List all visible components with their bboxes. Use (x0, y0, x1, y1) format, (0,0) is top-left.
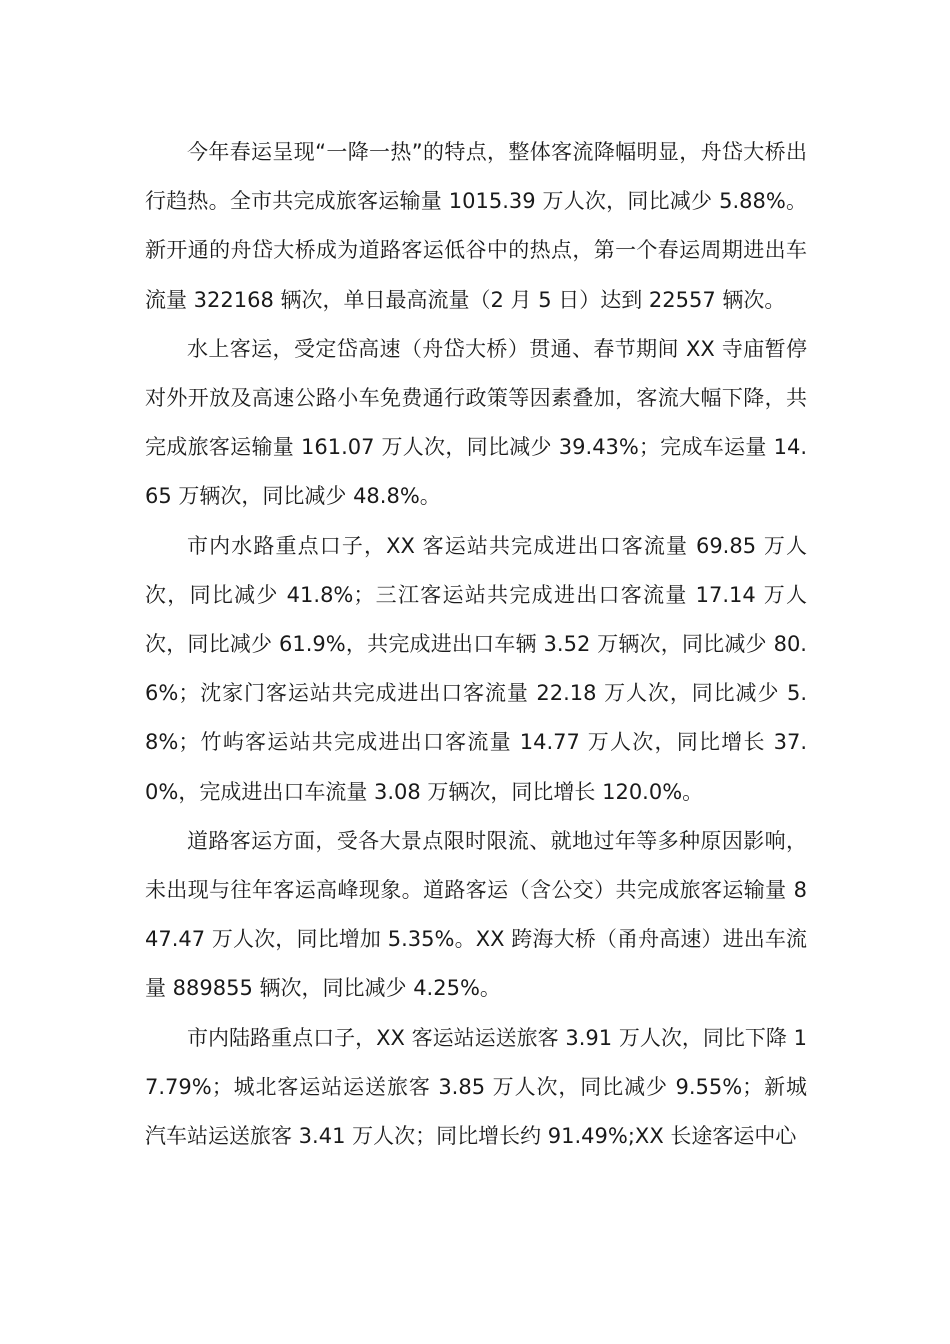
paragraph-spring-travel-overview: 今年春运呈现“一降一热”的特点，整体客流降幅明显，舟岱大桥出行趋热。全市共完成旅客运输量 1015.39 万人次，同比减少 5.88%。新开通的舟岱大桥成为道路客运低谷中的热点，第一个春运周期进出车流量 322168 辆次，单日最高流量（2 月 5 日）达到 22557 辆次。 (145, 140, 807, 312)
paragraph-water-passenger-transport: 水上客运，受定岱高速（舟岱大桥）贯通、春节期间 XX 寺庙暂停对外开放及高速公路小车免费通行政策等因素叠加，客流大幅下降，共完成旅客运输量 161.07 万人次，同比减少 39.43%；完成车运量 14.65 万辆次，同比减少 48.8%。 (145, 336, 807, 509)
paragraph-land-key-ports: 市内陆路重点口子，XX 客运站运送旅客 3.91 万人次，同比下降 17.79%；城北客运站运送旅客 3.85 万人次，同比减少 9.55%；新城汽车站运送旅客 3.41 万人次；同比增长约 91.49%;XX 长途客运中心 (145, 1025, 807, 1149)
paragraph-road-passenger-transport: 道路客运方面，受各大景点限时限流、就地过年等多种原因影响，未出现与往年客运高峰现象。道路客运（含公交）共完成旅客运输量 847.47 万人次，同比增加 5.35%。XX 跨海大桥（甬舟高速）进出车流量 889855 辆次，同比减少 4.25%。 (145, 828, 807, 1001)
document-body (145, 128, 807, 1161)
paragraph-waterway-key-ports: 市内水路重点口子，XX 客运站共完成进出口客流量 69.85 万人次，同比减少 41.8%；三江客运站共完成进出口客流量 17.14 万人次，同比减少 61.9%，共完成进出口车辆 3.52 万辆次，同比减少 80.6%；沈家门客运站共完成进出口客流量 22.18 万人次，同比减少 5.8%；竹屿客运站共完成进出口客流量 14.77 万人次，同比增长 37.0%，完成进出口车流量 3.08 万辆次，同比增长 120.0%。 (145, 533, 807, 804)
